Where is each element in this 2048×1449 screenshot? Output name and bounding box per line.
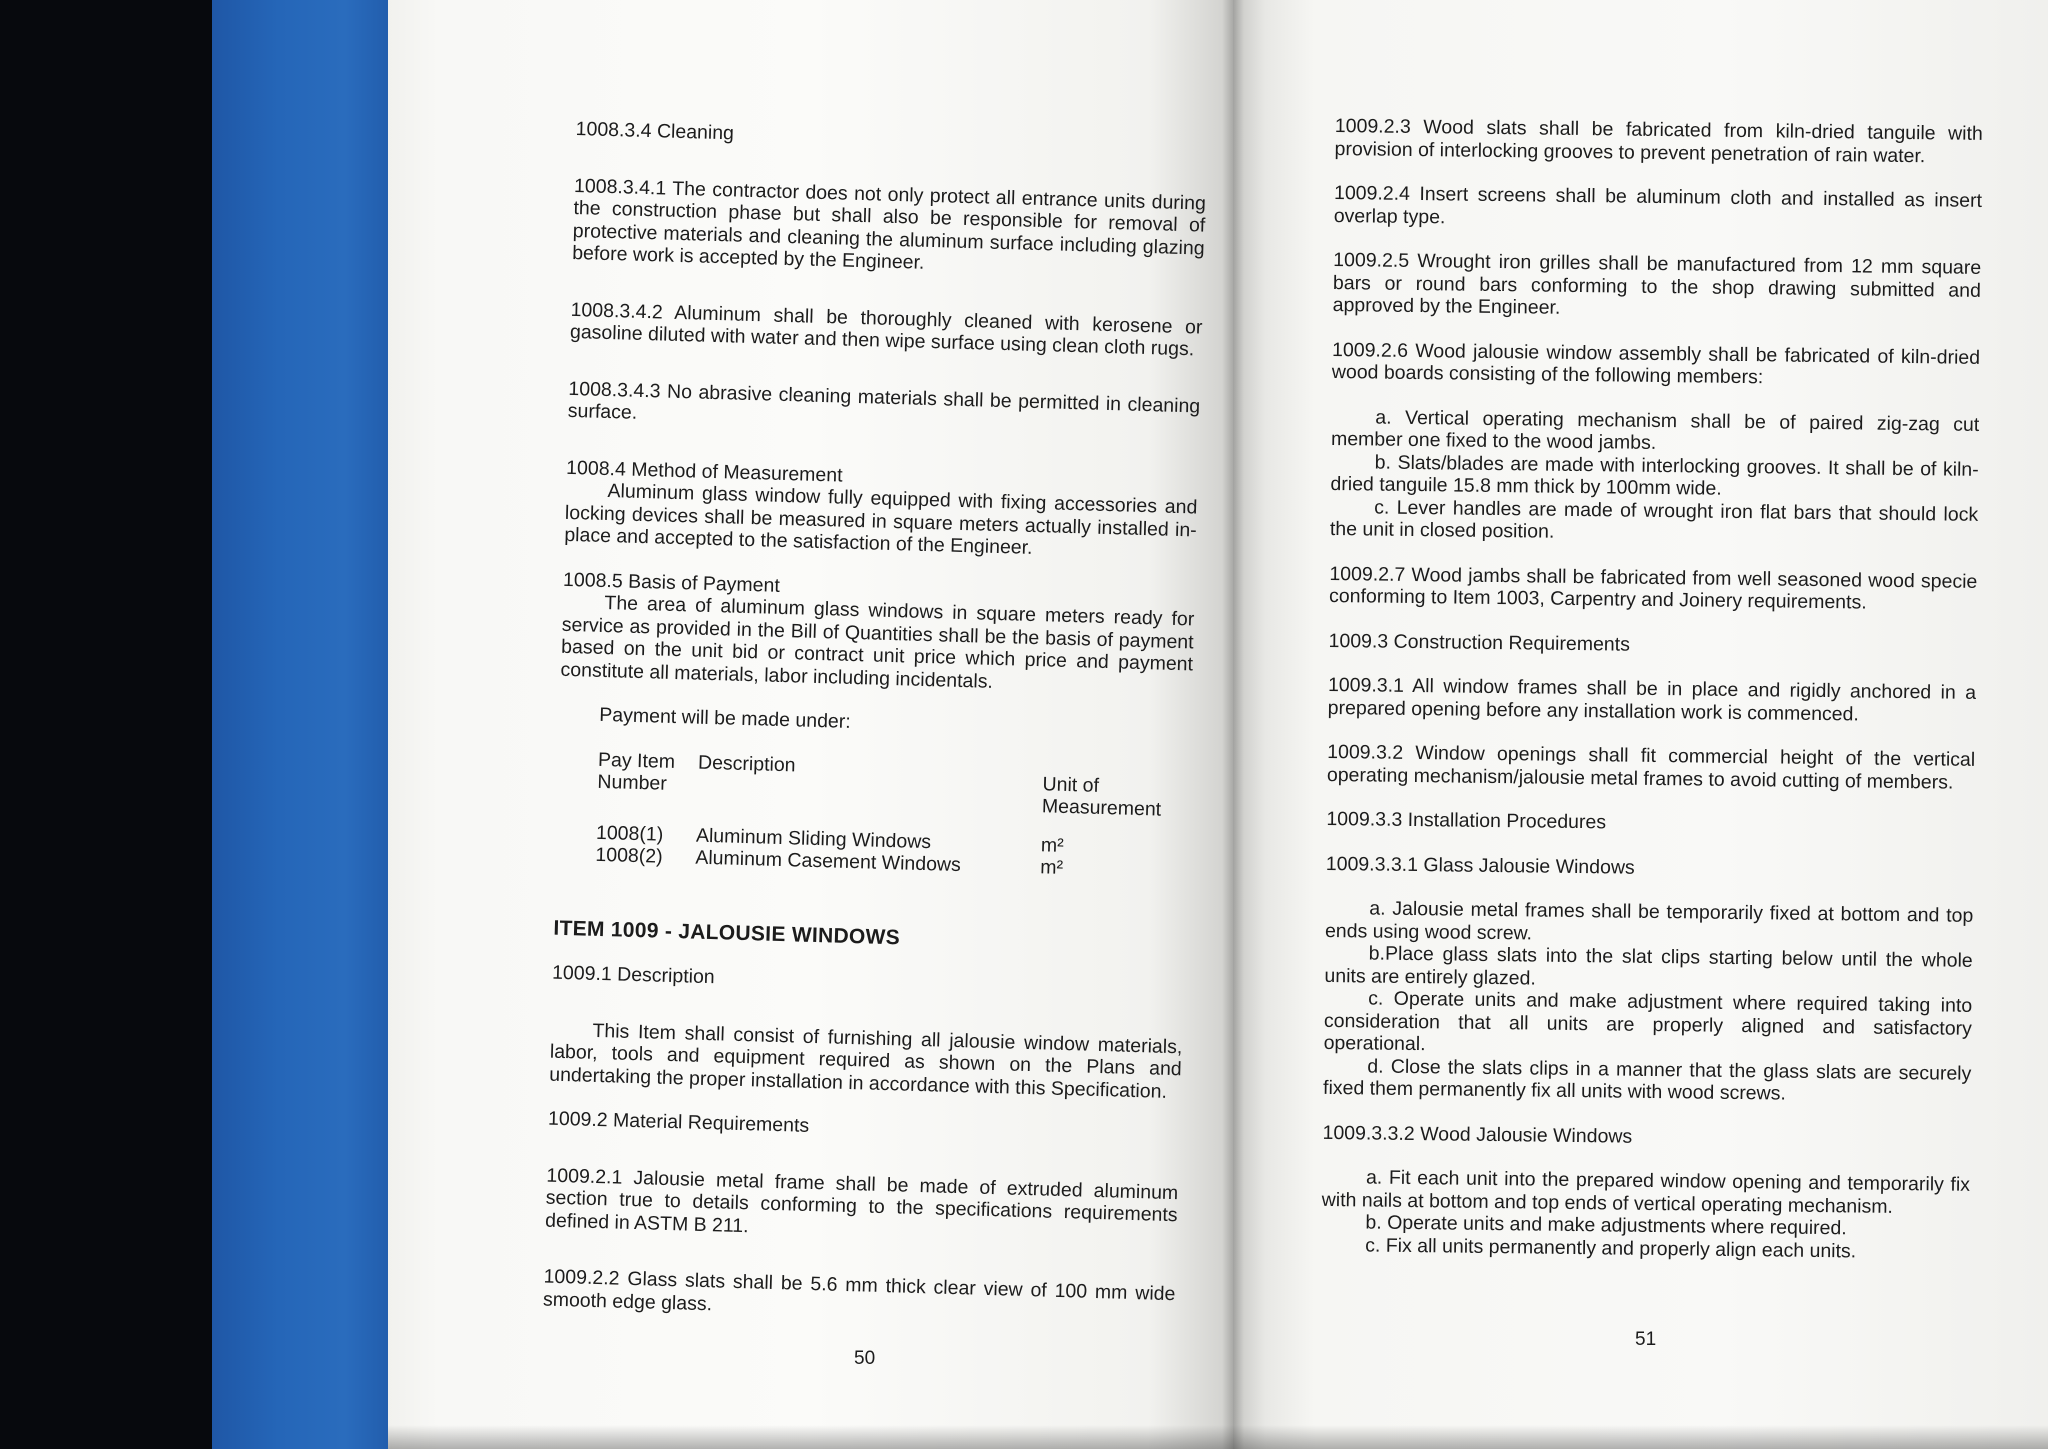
left-page-content [543,118,1208,1328]
pay-item-unit: m² [1039,856,1064,879]
paragraph-1008-4: Aluminum glass window fully equipped with fixing accessories and locking devices shall be measured in square meters actually installed in-place and accepted to the satisfaction of the Engineer. [564,480,1198,559]
section-heading-1009-3-3: 1009.3.3 Installation Procedures [1326,807,1607,834]
section-heading-1009-3: 1009.3 Construction Requirements [1328,629,1631,656]
list-item-1009-2-6-a: a. Vertical operating mechanism shall be of paired zig-zag cut member one fixed to the wood jambs. [1330,406,1980,454]
list-item-1009-2-6-c: c. Lever handles are made of wrought iron flat bars that should lock the unit in closed position. [1329,496,1979,543]
list-item-1009-3-3-2-b: b. Operate units and make adjustments where required. [1365,1211,1847,1240]
paragraph-1008-5: The area of aluminum glass windows in square meters ready for service as provided in the Bill of Quantities shall be the basis of payment based on the unit bid or contract unit price which price and payment constitute all materials, labor including incidentals. [560,591,1195,693]
pay-item-number: 1008(2) [595,843,663,868]
section-heading-1008-3-4: 1008.3.4 Cleaning [575,118,735,145]
paragraph-1009-2-6: 1009.2.6 Wood jalousie window assembly shall be fabricated of kiln-dried wood boards consisting of the following members: [1331,338,1981,389]
section-heading-1009-3-3-1: 1009.3.3.1 Glass Jalousie Windows [1325,852,1635,879]
paragraph-1009-3-1: 1009.3.1 All window frames shall be in place and rigidly anchored in a prepared opening before any installation work is commenced. [1327,673,1977,725]
paragraph-1009-1: This Item shall consist of furnishing all jalousie window materials, labor, tools and equipment required as shown on the Plans and undertaking the proper installation in accordance with this Specification. [548,1019,1183,1103]
pay-item-description: Aluminum Casement Windows [695,846,962,877]
header-unit-line1: Unit of [1042,772,1100,797]
section-heading-1008-5: 1008.5 Basis of Payment [562,568,781,597]
pay-item-description: Aluminum Sliding Windows [695,824,932,853]
header-unit [1042,761,1189,822]
page-number-right: 51 [1635,1329,1657,1350]
paragraph-1009-2-1: 1009.2.1 Jalousie metal frame shall be made of extruded aluminum section true to details conforming to the specifications requirements defined in ASTM B 211. [544,1164,1179,1237]
list-item-1009-3-3-1-a: a. Jalousie metal frames shall be temporarily fixed at bottom and top ends using wood screw. [1324,897,1974,944]
header-pay-item-line1: Pay Item [597,748,676,773]
pay-item-unit: m² [1040,833,1064,857]
book-gutter [1222,0,1244,1449]
page-number-left: 50 [854,1348,876,1369]
paragraph-1008-3-4-1: 1008.3.4.1 The contractor does not only protect all entrance units during the construction phase but shall also be responsible for removal of protective materials and cleaning the aluminum surface including glazing before work is accepted by the Engineer. [571,174,1207,274]
scanner-background [0,0,212,1449]
page-bottom-shadow [388,1425,2048,1449]
list-item-1009-3-3-2-a: a. Fit each unit into the prepared window opening and temporarily fix with nails at bottom and top ends of vertical operating mechanism. [1321,1166,1971,1218]
pay-item-number: 1008(1) [595,821,664,846]
paragraph-1008-3-4-3: 1008.3.4.3 No abrasive cleaning materials shall be permitted in cleaning surface. [567,377,1201,424]
list-item-1009-3-3-1-b: b.Place glass slats into the slat clips starting below until the whole units are entirely glazed. [1324,942,1973,990]
list-item-1009-3-3-1-d: d. Close the slats clips in a manner that the glass slats are securely fixed them permanently fix all units with wood screws. [1322,1054,1972,1105]
section-heading-1009-3-3-2: 1009.3.3.2 Wood Jalousie Windows [1322,1121,1633,1148]
list-item-1009-3-3-2-c: c. Fix all units permanently and properly align each units. [1365,1233,1857,1262]
paragraph-1009-2-2: 1009.2.2 Glass slats shall be 5.6 mm thick clear view of 100 mm wide smooth edge glass. [542,1265,1176,1315]
paragraph-1008-3-4-2: 1008.3.4.2 Aluminum shall be thoroughly cleaned with kerosene or gasoline diluted with water and then wipe surface using clean cloth rugs. [569,298,1203,361]
paragraph-1009-2-3: 1009.2.3 Wood slats shall be fabricated from kiln-dried tanguile with provision of interlocking grooves to prevent penetration of rain water. [1334,115,1983,167]
item-1009-heading: ITEM 1009 - JALOUSIE WINDOWS [553,916,901,949]
list-item-1009-2-6-b: b. Slats/blades are made with interlocking grooves. It shall be of kiln-dried tanguile 15.8 mm thick by 100mm wide. [1330,451,1979,500]
pay-item-table [595,748,1188,882]
payment-intro: Payment will be made under: [599,703,852,733]
list-item-1009-3-3-1-c: c. Operate units and make adjustment where required taking into consideration that all units are properly aligned and satisfactory operational. [1323,987,1973,1056]
header-description: Description [697,751,796,776]
header-unit-line2: Measurement [1041,795,1162,821]
right-page-content [1321,115,1983,1264]
section-heading-1008-4: 1008.4 Method of Measurement [565,456,843,487]
header-pay-item-line2: Number [597,770,668,795]
paragraph-1009-2-7: 1009.2.7 Wood jambs shall be fabricated from well seasoned wood specie conforming to Item 1003, Carpentry and Joinery requirements. [1328,562,1978,614]
section-heading-1009-2: 1009.2 Material Requirements [547,1107,810,1137]
paragraph-1009-2-4: 1009.2.4 Insert screens shall be aluminum cloth and installed as insert overlap type. [1333,181,1983,228]
paragraph-1009-2-5: 1009.2.5 Wrought iron grilles shall be manufactured from 12 mm square bars or round bars conforming to the shop drawing submitted and approved by the Engineer. [1332,248,1982,319]
book-cover-edge [212,0,402,1449]
header-pay-item [597,748,699,808]
paragraph-1009-3-2: 1009.3.2 Window openings shall fit commercial height of the vertical operating mechanism/jalousie metal frames to avoid cutting of members. [1326,740,1976,794]
section-heading-1009-1: 1009.1 Description [551,961,715,989]
